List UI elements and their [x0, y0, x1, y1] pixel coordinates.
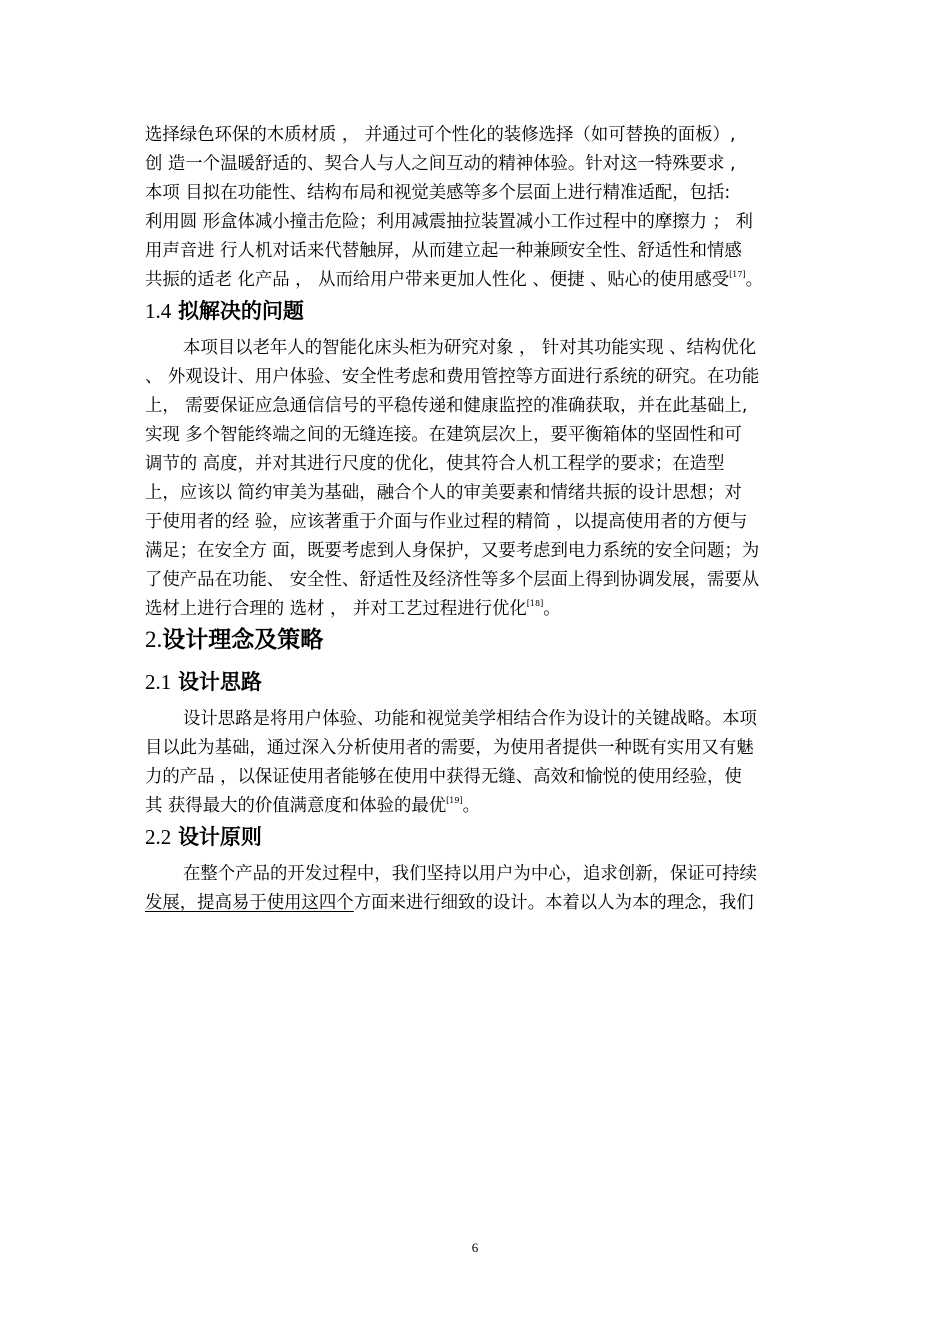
section-2-1-paragraph: [145, 705, 825, 821]
paragraph-line: 上，应该以 简约审美为基础，融合个人的审美要素和情绪共振的设计思想；对: [145, 483, 742, 503]
paragraph-end: 。: [745, 270, 763, 290]
section-1-4-paragraph: [145, 334, 825, 624]
intro-paragraph: [145, 121, 825, 295]
chapter-title: 设计理念及策略: [162, 627, 324, 653]
section-number: 2.1: [145, 670, 172, 694]
citation-ref: [18]: [526, 599, 544, 608]
paragraph-line: 力的产品 ，以保证使用者能够在使用中获得无缝、高效和愉悦的使用经验，使: [145, 767, 742, 787]
paragraph-line: 上， 需要保证应急通信信号的平稳传递和健康监控的准确获取，并在此基础上,: [145, 396, 748, 416]
paragraph-line: 创 造一个温暖舒适的、契合人与人之间互动的精神体验。针对这一特殊要求 ,: [145, 154, 736, 174]
paragraph-line: [145, 889, 825, 918]
section-title: 拟解决的问题: [177, 299, 304, 323]
paragraph-line: 利用圆 形盒体减小撞击危险；利用减震抽拉装置减小工作过程中的摩擦力 ； 利: [145, 212, 753, 232]
paragraph-line-last: [145, 266, 825, 295]
paragraph-line: 选择绿色环保的木质材质 ， 并通过可个性化的装修选择（如可替换的面板）,: [145, 125, 736, 145]
paragraph-line: 、 外观设计、用户体验、安全性考虑和费用管控等方面进行系统的研究。在功能: [145, 367, 760, 387]
paragraph-line-last: [145, 792, 825, 821]
underlined-text: 发展，提高易于使用这四个: [145, 893, 354, 913]
paragraph-text: 方面来进行细致的设计。本着以人为本的理念，我们: [353, 893, 754, 913]
section-heading-2-1: [145, 665, 262, 699]
section-2-2-paragraph: [145, 860, 825, 918]
paragraph-line: 了使产品在功能、 安全性、舒适性及经济性等多个层面上得到协调发展，需要从: [145, 570, 760, 590]
paragraph-line: 用声音进 行人机对话来代替触屏，从而建立起一种兼顾安全性、舒适性和情感: [145, 241, 742, 261]
section-heading-2-2: [145, 820, 262, 854]
paragraph-line: 设计思路是将用户体验、功能和视觉美学相结合作为设计的关键战略。本项: [183, 709, 757, 729]
section-heading-1-4: [145, 294, 304, 328]
citation-ref: [17]: [729, 270, 746, 279]
chapter-heading-2: [145, 622, 323, 658]
paragraph-line: 目以此为基础，通过深入分析使用者的需要，为使用者提供一种既有实用又有魅: [145, 738, 754, 758]
section-title: 设计思路: [177, 670, 262, 694]
paragraph-line: 本项 目拟在功能性、结构布局和视觉美感等多个层面上进行精准适配，包括:: [145, 183, 731, 203]
paragraph-line: 实现 多个智能终端之间的无缝连接。在建筑层次上，要平衡箱体的坚固性和可: [145, 425, 742, 445]
chapter-number: 2.: [145, 627, 163, 652]
paragraph-line: 于使用者的经 验，应该著重于介面与作业过程的精简 ，以提高使用者的方便与: [145, 512, 748, 532]
paragraph-text: 其 获得最大的价值满意度和体验的最优: [145, 796, 447, 816]
paragraph-end: 。: [543, 599, 561, 619]
paragraph-text: 选材上进行合理的 选材 ， 并对工艺过程进行优化: [145, 599, 527, 619]
section-number: 1.4: [145, 299, 172, 323]
paragraph-line: 调节的 高度，并对其进行尺度的优化，使其符合人机工程学的要求；在造型: [145, 454, 725, 474]
paragraph-line: 在整个产品的开发过程中，我们坚持以用户为中心，追求创新，保证可持续: [183, 864, 757, 884]
section-title: 设计原则: [177, 825, 262, 849]
paragraph-line-last: [145, 595, 825, 624]
citation-ref: [19]: [446, 796, 463, 805]
paragraph-line: 本项目以老年人的智能化床头柜为研究对象 ， 针对其功能实现 、结构优化: [183, 338, 757, 358]
section-number: 2.2: [145, 825, 172, 849]
page-number: 6: [471, 1240, 479, 1255]
paragraph-line: 满足；在安全方 面，既要考虑到人身保护，又要考虑到电力系统的安全问题；为: [145, 541, 760, 561]
paragraph-text: 共振的适老 化产品 ， 从而给用户带来更加人性化 、便捷 、贴心的使用感受: [145, 270, 730, 290]
paragraph-end: 。: [462, 796, 480, 816]
